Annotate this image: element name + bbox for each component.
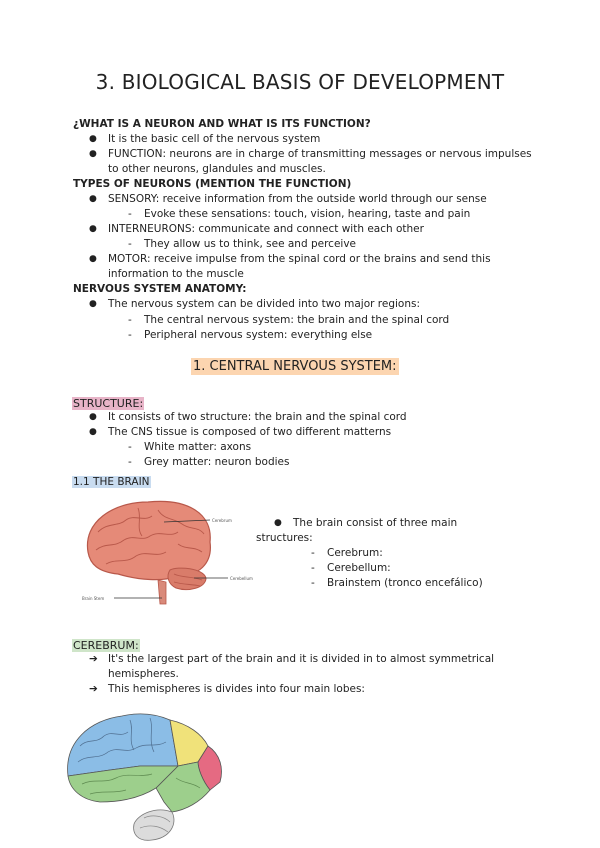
list-item-text: MOTOR: receive impulse from the spinal cord or the brains and send this information to the muscle <box>108 253 491 280</box>
fig-label-cerebellum: Cerebellum <box>230 576 253 581</box>
sub-list-item-text: Peripheral nervous system: everything else <box>144 329 373 341</box>
list-item-text: INTERNEURONS: communicate and connect with each other <box>108 223 424 235</box>
sub-list-item-text: White matter: axons <box>144 441 252 453</box>
cerebrum-label <box>72 634 140 653</box>
anatomy-heading: NERVOUS SYSTEM ANATOMY: <box>73 283 247 295</box>
lobes-illustration <box>60 706 230 848</box>
list-item-text: It's the largest part of the brain and it is divided in to almost symmetrical hemispheres. <box>108 653 495 680</box>
brain-illustration <box>78 492 278 612</box>
list-item-text: It consists of two structure: the brain and the spinal cord <box>108 411 407 423</box>
sub-list-item-text: They allow us to think, see and perceive <box>144 238 356 250</box>
structure-label <box>72 392 144 411</box>
sub-list-item-text: Cerebellum: <box>327 562 391 574</box>
section-title-cns: 1. CENTRAL NERVOUS SYSTEM: <box>193 359 397 374</box>
neuron-heading: ¿WHAT IS A NEURON AND WHAT IS ITS FUNCTION? <box>73 118 371 130</box>
fig-label-brainstem: Brain Stem <box>82 596 105 601</box>
structure-label-text: STRUCTURE: <box>73 397 144 410</box>
list-item-text: This hemispheres is divides into four main lobes: <box>108 683 365 695</box>
list-item-text: SENSORY: receive information from the outside world through our sense <box>108 193 487 205</box>
sub-list-item-text: The central nervous system: the brain and the spinal cord <box>144 314 450 326</box>
sub-list-item-text: Cerebrum: <box>327 547 383 559</box>
brain-label-text: 1.1 THE BRAIN <box>73 476 150 488</box>
list-item-text: The nervous system can be divided into two major regions: <box>108 298 420 310</box>
list-item-text: The CNS tissue is composed of two different matterns <box>108 426 392 438</box>
types-heading: TYPES OF NEURONS (MENTION THE FUNCTION) <box>73 178 352 190</box>
fig-label-cerebrum: Cerebrum <box>212 518 232 523</box>
page-title: 3. BIOLOGICAL BASIS OF DEVELOPMENT <box>95 70 505 94</box>
list-item-text: FUNCTION: neurons are in charge of transmitting messages or nervous impulses to other neurons, glandules and muscles. <box>108 148 532 175</box>
brain-label <box>72 470 151 489</box>
sub-list-item-text: Grey matter: neuron bodies <box>144 456 290 468</box>
sub-list-item-text: Brainstem (tronco encefálico) <box>327 577 483 589</box>
sub-list-item-text: Evoke these sensations: touch, vision, hearing, taste and pain <box>144 208 471 220</box>
brain-structures-text: The brain consist of three main structures: <box>256 517 458 544</box>
cerebrum-label-text: CEREBRUM: <box>73 639 139 652</box>
list-item-text: It is the basic cell of the nervous system <box>108 133 321 145</box>
